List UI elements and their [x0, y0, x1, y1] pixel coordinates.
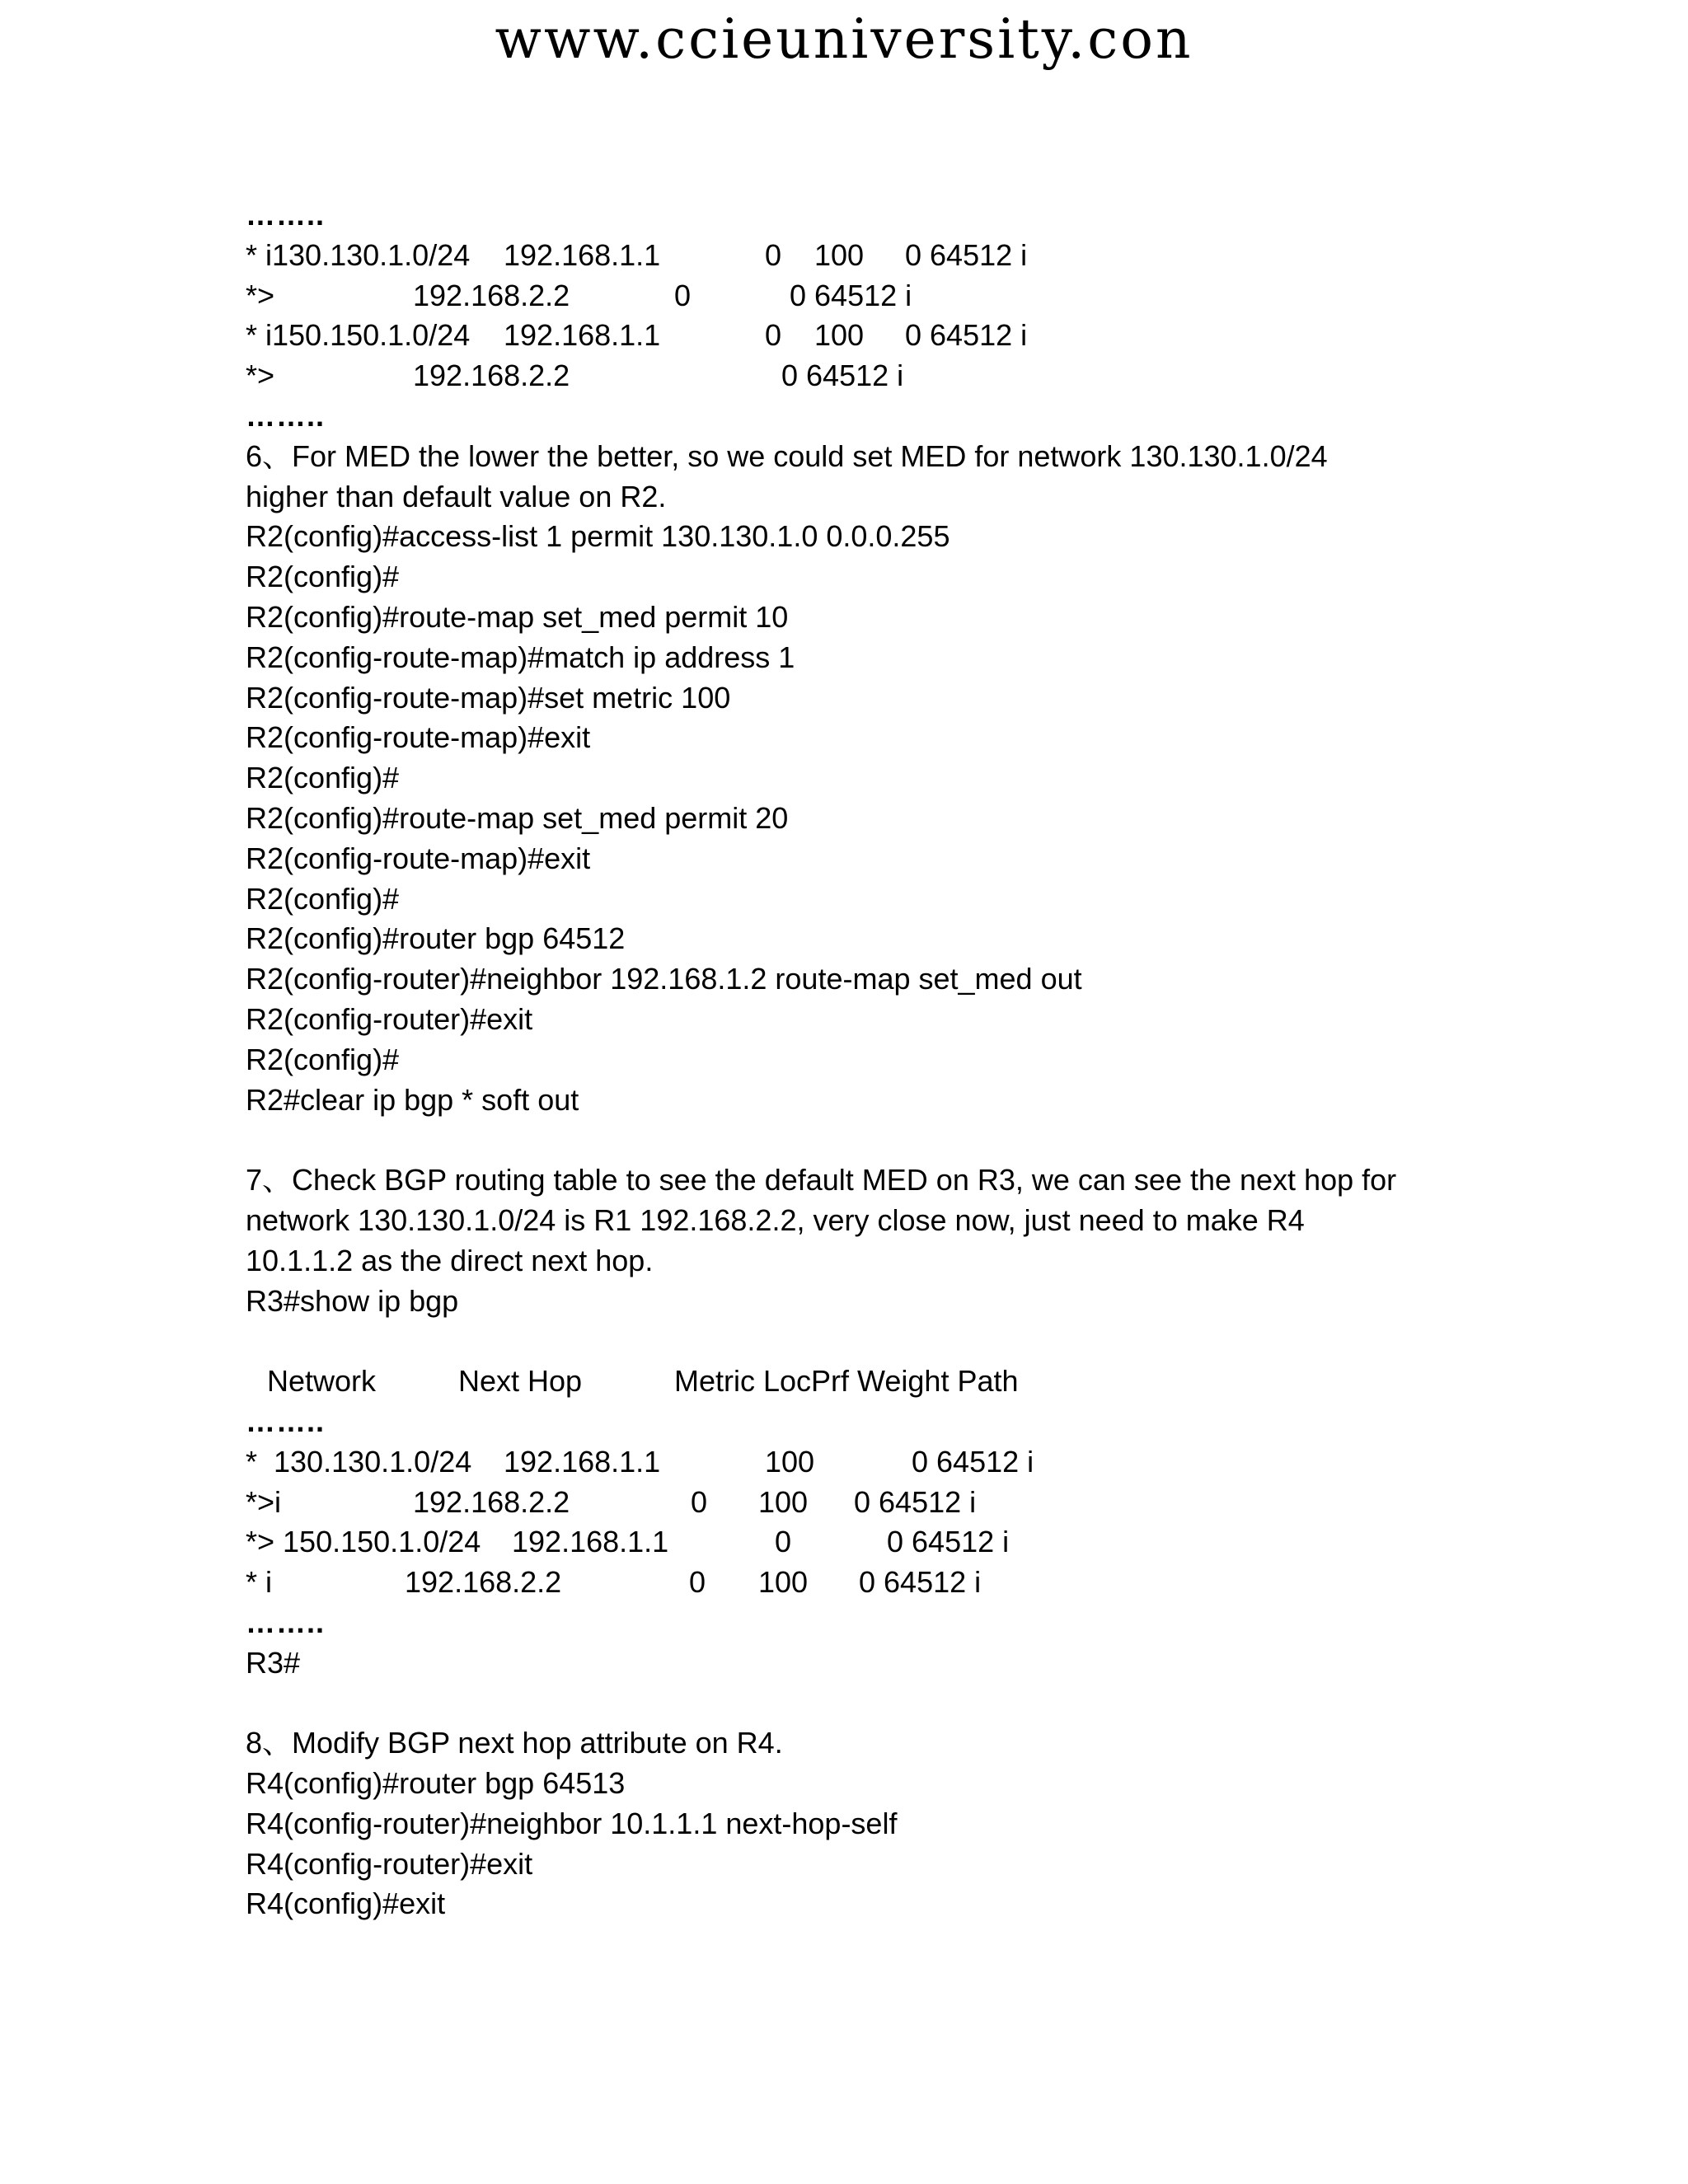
command-line: R2(config)# [246, 881, 400, 916]
route-prefix: *> [246, 278, 275, 312]
step6-text: 6、For MED the lower the better, so we could set MED for network 130.130.1.0/24 [246, 438, 1328, 473]
command-line: R2#clear ip bgp * soft out [246, 1082, 579, 1117]
route-metric: 0 [689, 1565, 706, 1600]
route-path: 0 64512 i [790, 278, 912, 312]
route-nexthop: 192.168.1.1 [504, 1444, 661, 1479]
step7-text: 10.1.1.2 as the direct next hop. [246, 1243, 654, 1277]
route-metric: 0 [765, 237, 782, 272]
route-path: 0 64512 i [887, 1525, 1010, 1559]
table-row [246, 1442, 1482, 1483]
table-header [246, 1361, 1482, 1402]
route-nexthop: 192.168.2.2 [413, 1484, 570, 1519]
route-prefix: * i130.130.1.0/24 [246, 237, 471, 272]
route-prefix: *> 150.150.1.0/24 [246, 1525, 481, 1559]
command-line: R2(config)# [246, 560, 400, 594]
route-locprf: 100 [758, 1484, 809, 1519]
route-metric: 0 [674, 278, 692, 312]
route-path: 0 64512 i [912, 1444, 1034, 1479]
route-prefix: * 130.130.1.0/24 [246, 1444, 472, 1479]
ellipsis-trailing: …….. [246, 398, 326, 433]
route-nexthop: 192.168.2.2 [413, 359, 570, 393]
route-nexthop: 192.168.2.2 [413, 278, 570, 312]
command-line: R2(config)# [246, 1042, 400, 1076]
route-metric: 0 [691, 1484, 708, 1519]
route-nexthop: 192.168.1.1 [512, 1525, 669, 1559]
table-row [246, 236, 1482, 276]
command-line: R2(config-route-map)#match ip address 1 [246, 640, 795, 674]
command-line: R4(config-router)#neighbor 10.1.1.1 next-hop-self [246, 1806, 898, 1840]
route-nexthop: 192.168.2.2 [405, 1565, 562, 1600]
route-locprf: 100 [814, 318, 865, 353]
table-row [246, 356, 1482, 396]
step6-text: higher than default value on R2. [246, 479, 667, 513]
column-header-nexthop: Next Hop [458, 1364, 583, 1399]
document-body [246, 195, 1482, 1924]
command-line: R4(config)#router bgp 64513 [246, 1766, 626, 1801]
ellipsis-leading: …….. [246, 1404, 326, 1438]
command-line: R4(config-router)#exit [246, 1846, 533, 1881]
command-line: R2(config)#router bgp 64512 [246, 921, 626, 956]
route-prefix: * i [246, 1565, 273, 1600]
command-line: R2(config-router)#neighbor 192.168.1.2 route-map set_med out [246, 962, 1082, 996]
ellipsis-trailing: …….. [246, 1605, 326, 1639]
command-line: R3# [246, 1645, 301, 1680]
route-locprf: 0 [775, 1525, 792, 1559]
route-metric: 0 [765, 318, 782, 353]
table-row [246, 1483, 1482, 1523]
column-header-rest: Metric LocPrf Weight Path [674, 1364, 1019, 1399]
command-line: R2(config-route-map)#exit [246, 720, 591, 755]
command-line: R2(config)#route-map set_med permit 20 [246, 800, 789, 835]
table-row [246, 1522, 1482, 1563]
command-line: R2(config)#access-list 1 permit 130.130.1.0 0.0.0.255 [246, 519, 950, 554]
route-prefix: *>i [246, 1484, 282, 1519]
command-line: R2(config-route-map)#exit [246, 841, 591, 875]
spacer [246, 1683, 1482, 1723]
route-locprf: 100 [765, 1444, 815, 1479]
site-header: www.ccieuniversity.con [495, 7, 1193, 71]
spacer [246, 1321, 1482, 1361]
route-locprf: 100 [814, 237, 865, 272]
command-line: R3#show ip bgp [246, 1283, 459, 1318]
route-nexthop: 192.168.1.1 [504, 237, 661, 272]
command-line: R2(config-router)#exit [246, 1001, 533, 1036]
route-path: 0 64512 i [854, 1484, 977, 1519]
route-path: 0 64512 i [905, 318, 1028, 353]
route-prefix: * i150.150.1.0/24 [246, 318, 471, 353]
table-row [246, 1563, 1482, 1603]
spacer [246, 1120, 1482, 1160]
route-path: 0 64512 i [905, 237, 1028, 272]
column-header-network: Network [267, 1364, 377, 1399]
table-row [246, 276, 1482, 316]
table-row [246, 316, 1482, 356]
step8-text: 8、Modify BGP next hop attribute on R4. [246, 1726, 783, 1760]
command-line: R4(config)#exit [246, 1886, 446, 1921]
step7-text: network 130.130.1.0/24 is R1 192.168.2.2, very close now, just need to make R4 [246, 1202, 1305, 1237]
command-line: R2(config-route-map)#set metric 100 [246, 680, 731, 715]
route-nexthop: 192.168.1.1 [504, 318, 661, 353]
command-line: R2(config)# [246, 761, 400, 795]
route-locprf: 100 [758, 1565, 809, 1600]
ellipsis-leading: …….. [246, 198, 326, 232]
command-line: R2(config)#route-map set_med permit 10 [246, 599, 789, 634]
route-prefix: *> [246, 359, 275, 393]
route-path: 0 64512 i [859, 1565, 982, 1600]
step7-text: 7、Check BGP routing table to see the default MED on R3, we can see the next hop for [246, 1163, 1397, 1197]
route-path: 0 64512 i [781, 359, 904, 393]
